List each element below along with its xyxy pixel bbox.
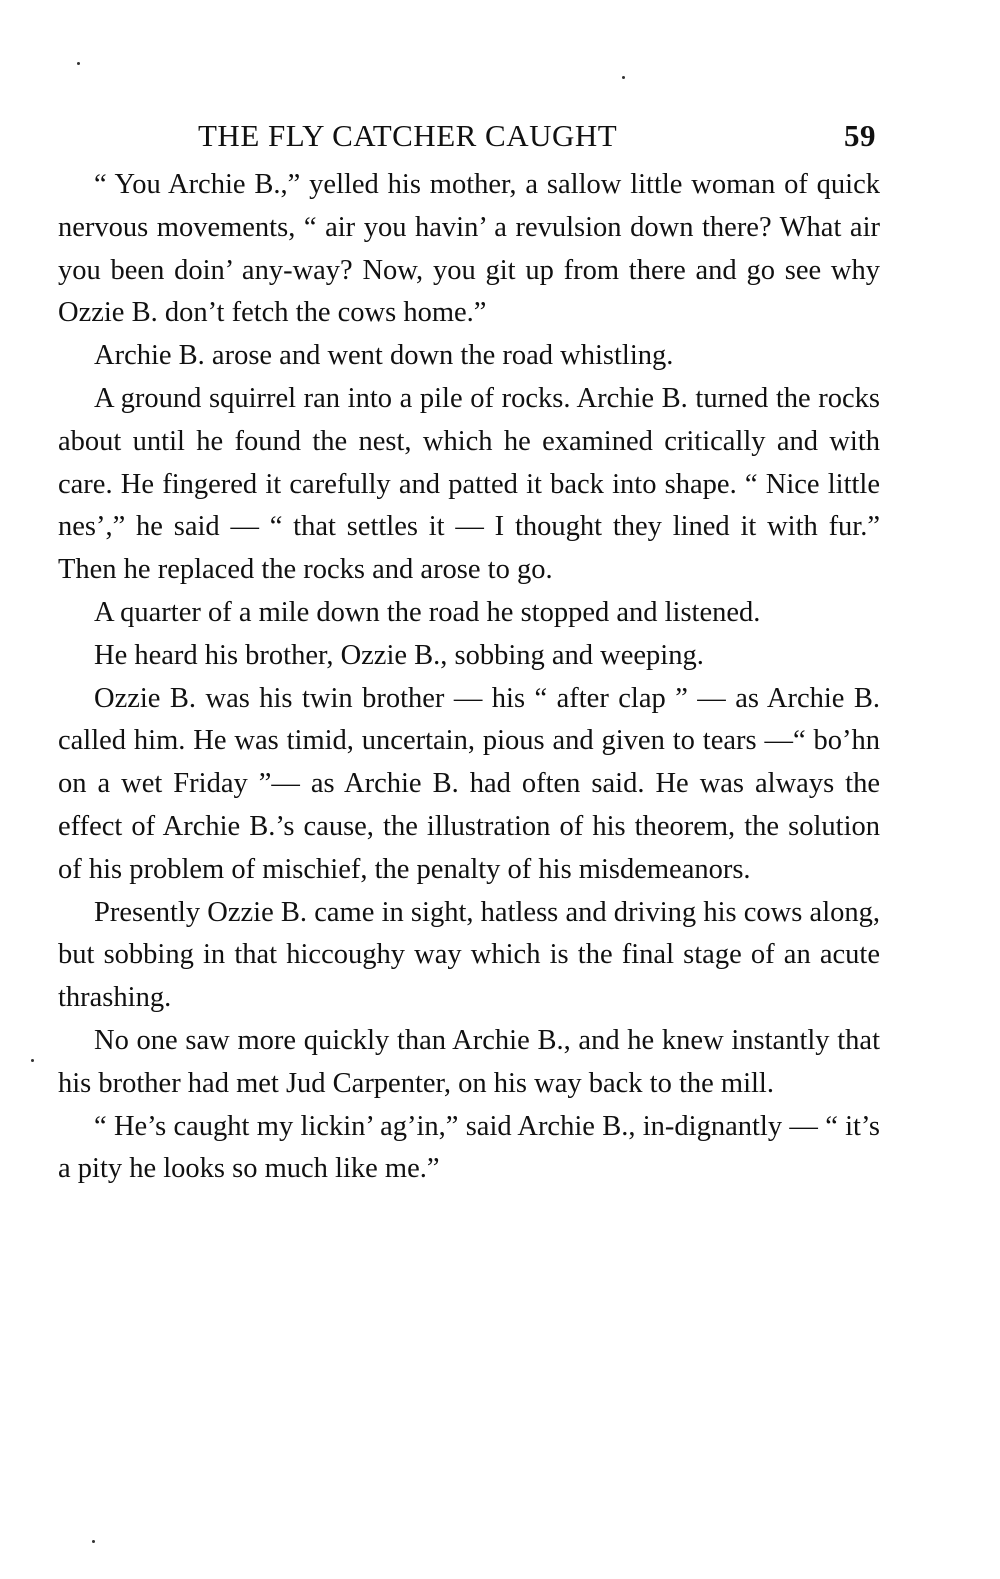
paragraph: “ You Archie B.,” yelled his mother, a sallow little woman of quick nervous movements, “ air you havin’ a revulsion down there? What air you been doin’ any-way? Now, you git up from there and go see why Ozzie B. don’t fetch the cows home.” — [58, 169, 880, 329]
paper-speck — [92, 1540, 95, 1543]
paragraph: He heard his brother, Ozzie B., sobbing and weeping. — [94, 639, 704, 671]
paragraph: A ground squirrel ran into a pile of rocks. Archie B. turned the rocks about until he found the nest, which he examined critically and with care. He fingered it carefully and patted it back into shape. “ Nice little nes’,” he said — “ that settles it — I thought they lined it with fur.” Then he replaced the rocks and arose to go. — [58, 382, 880, 586]
paragraph: A quarter of a mile down the road he stopped and listened. — [94, 596, 761, 628]
paragraph: “ He’s caught my lickin’ ag’in,” said Archie B., in-dignantly — “ it’s a pity he looks so much like me.” — [58, 1110, 880, 1185]
book-page — [58, 112, 880, 1191]
paragraph: Ozzie B. was his twin brother — his “ after clap ” — as Archie B. called him. He was timid, uncertain, pious and given to tears —“ bo’hn on a wet Friday ”— as Archie B. had often said. He was always the effect of Archie B.’s cause, the illustration of his theorem, the solution of his problem of mischief, the penalty of his misdemeanors. — [58, 682, 880, 885]
paragraph: No one saw more quickly than Archie B., and he knew instantly that his brother had met Jud Carpenter, on his way back to the mill. — [58, 1024, 880, 1099]
paper-speck — [77, 62, 80, 65]
paper-speck — [622, 76, 625, 79]
page-number: 59 — [844, 118, 876, 153]
paragraph: Archie B. arose and went down the road whistling. — [94, 340, 674, 372]
paragraph: Presently Ozzie B. came in sight, hatless and driving his cows along, but sobbing in that hiccoughy way which is the final stage of an acute thrashing. — [58, 896, 880, 1014]
running-title: THE FLY CATCHER CAUGHT — [198, 118, 618, 153]
paper-speck — [31, 1059, 34, 1062]
running-head — [58, 112, 880, 164]
body-text — [58, 164, 880, 1191]
